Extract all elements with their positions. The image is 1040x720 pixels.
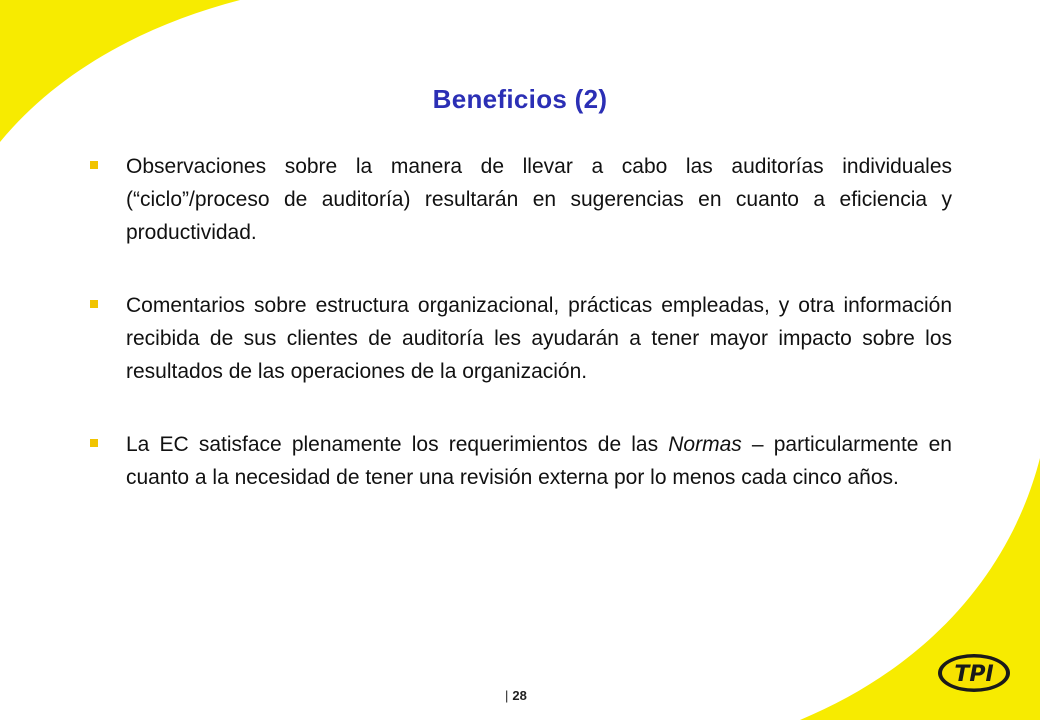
page-number-value: 28 bbox=[512, 688, 527, 703]
bullet-text-italic: Normas bbox=[668, 433, 742, 456]
logo-text: TPI bbox=[954, 662, 994, 687]
page-number bbox=[505, 688, 527, 703]
bullet-item bbox=[88, 289, 952, 388]
bullet-text-before: La EC satisface plenamente los requerimientos de las bbox=[126, 433, 669, 456]
square-bullet-icon bbox=[90, 300, 98, 308]
bullet-text: Comentarios sobre estructura organizacional, prácticas empleadas, y otra información recibida de sus clientes de auditoría les ayudarán a tener mayor impacto sobre los resultados de las operaciones de la organización. bbox=[126, 294, 952, 383]
bullet-item bbox=[88, 150, 952, 249]
tpi-logo bbox=[936, 652, 1012, 694]
page-separator: | bbox=[505, 688, 509, 703]
square-bullet-icon bbox=[90, 161, 98, 169]
slide-title: Beneficios (2) bbox=[432, 84, 608, 114]
bullet-text-after: – particularmente en cuanto a la necesidad de tener una revisión externa por lo menos cada cinco años. bbox=[126, 433, 952, 489]
bullet-item bbox=[88, 428, 952, 494]
bullet-list bbox=[88, 150, 952, 494]
bullet-text: Observaciones sobre la manera de llevar a cabo las auditorías individuales (“ciclo”/proceso de auditoría) resultarán en sugerencias en cuanto a eficiencia y productividad. bbox=[126, 155, 952, 244]
square-bullet-icon bbox=[90, 439, 98, 447]
